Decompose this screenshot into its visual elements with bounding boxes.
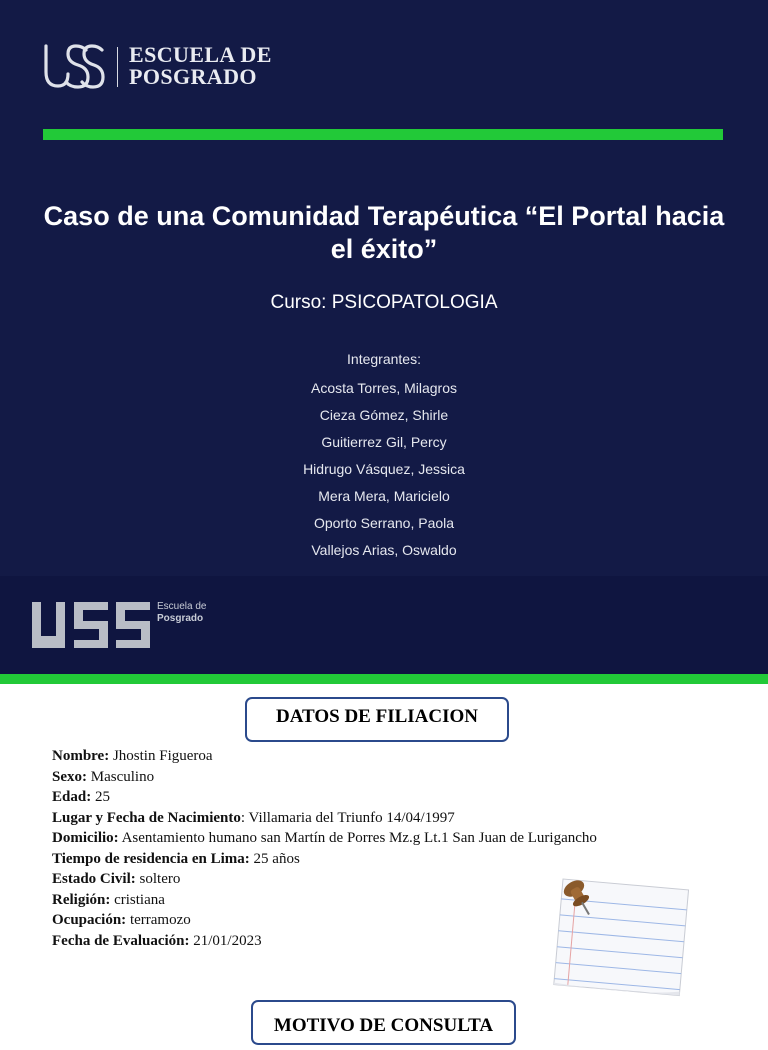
logo-bottom-text (157, 601, 206, 625)
field-value: 21/01/2023 (193, 932, 262, 949)
logo-bottom-line2: Posgrado (157, 613, 204, 624)
members-list (0, 375, 768, 564)
field-row (52, 828, 597, 849)
field-label: Tiempo de residencia en Lima: (52, 850, 250, 867)
field-value: 25 años (253, 850, 300, 867)
logo-top-line2: POSGRADO (129, 64, 257, 89)
field-row (52, 931, 597, 952)
member-item: Oporto Serrano, Paola (313, 515, 455, 531)
uss-logo-icon (42, 42, 104, 92)
next-section-title: MOTIVO DE CONSULTA (273, 1015, 494, 1036)
filiation-fields (52, 746, 597, 951)
member-item: Cieza Gómez, Shirle (319, 407, 449, 423)
field-value: soltero (139, 871, 181, 887)
logo-divider (117, 47, 118, 87)
field-label: Fecha de Evaluación: (52, 932, 190, 949)
field-label: Religión: (52, 891, 111, 908)
field-value: : Villamaria del Triunfo 14/04/1997 (240, 809, 455, 826)
field-row (52, 910, 597, 931)
next-section-title-box (251, 1000, 516, 1045)
member-item: Acosta Torres, Milagros (310, 380, 457, 396)
field-label: Edad: (52, 789, 92, 805)
notepad-pin-icon (548, 874, 690, 999)
field-value: Masculino (90, 768, 155, 785)
field-row (52, 869, 597, 890)
filiation-slide (0, 684, 768, 1036)
uss-logo-bottom (32, 600, 152, 655)
field-row (52, 746, 597, 767)
section-title-box (245, 697, 509, 742)
field-row (52, 767, 597, 788)
field-value: Jhostin Figueroa (112, 748, 213, 764)
logo-top-line1: ESCUELA DE (129, 42, 272, 67)
green-accent-bar (43, 129, 723, 140)
course-label: Curso: PSICOPATOLOGIA (270, 292, 498, 313)
section-title: DATOS DE FILIACION (275, 706, 478, 727)
members-label: Integrantes: (347, 351, 421, 367)
field-row (52, 849, 597, 870)
field-value: 25 (94, 789, 110, 805)
green-separator-bar (0, 674, 768, 684)
field-label: Nombre: (52, 748, 110, 764)
field-label: Domicilio: (52, 830, 119, 846)
field-row (52, 890, 597, 911)
field-row (52, 808, 597, 829)
notepad-illustration (548, 874, 690, 1004)
logo-bottom-line1: Escuela de (157, 601, 207, 612)
presentation-title: Caso de una Comunidad Terapéutica “El Portal hacia el éxito” (43, 201, 725, 264)
field-label: Estado Civil: (52, 871, 136, 887)
field-label: Ocupación: (52, 912, 127, 928)
member-item: Vallejos Arias, Oswaldo (311, 542, 457, 558)
field-value: terramozo (129, 912, 191, 928)
member-item: Hidrugo Vásquez, Jessica (303, 461, 465, 477)
member-item: Mera Mera, Maricielo (318, 488, 450, 504)
field-label: Sexo: (52, 768, 87, 785)
logo-top-text (129, 44, 272, 88)
field-value: Asentamiento humano san Martín de Porres Mz.g Lt.1 San Juan de Lurigancho (121, 830, 597, 846)
field-value: cristiana (114, 891, 165, 908)
field-row (52, 787, 597, 808)
field-label: Lugar y Fecha de Nacimiento (52, 809, 241, 826)
uss-logo-top (42, 42, 104, 92)
uss-wordmark-icon (32, 600, 152, 650)
member-item: Guitierrez Gil, Percy (321, 434, 447, 450)
